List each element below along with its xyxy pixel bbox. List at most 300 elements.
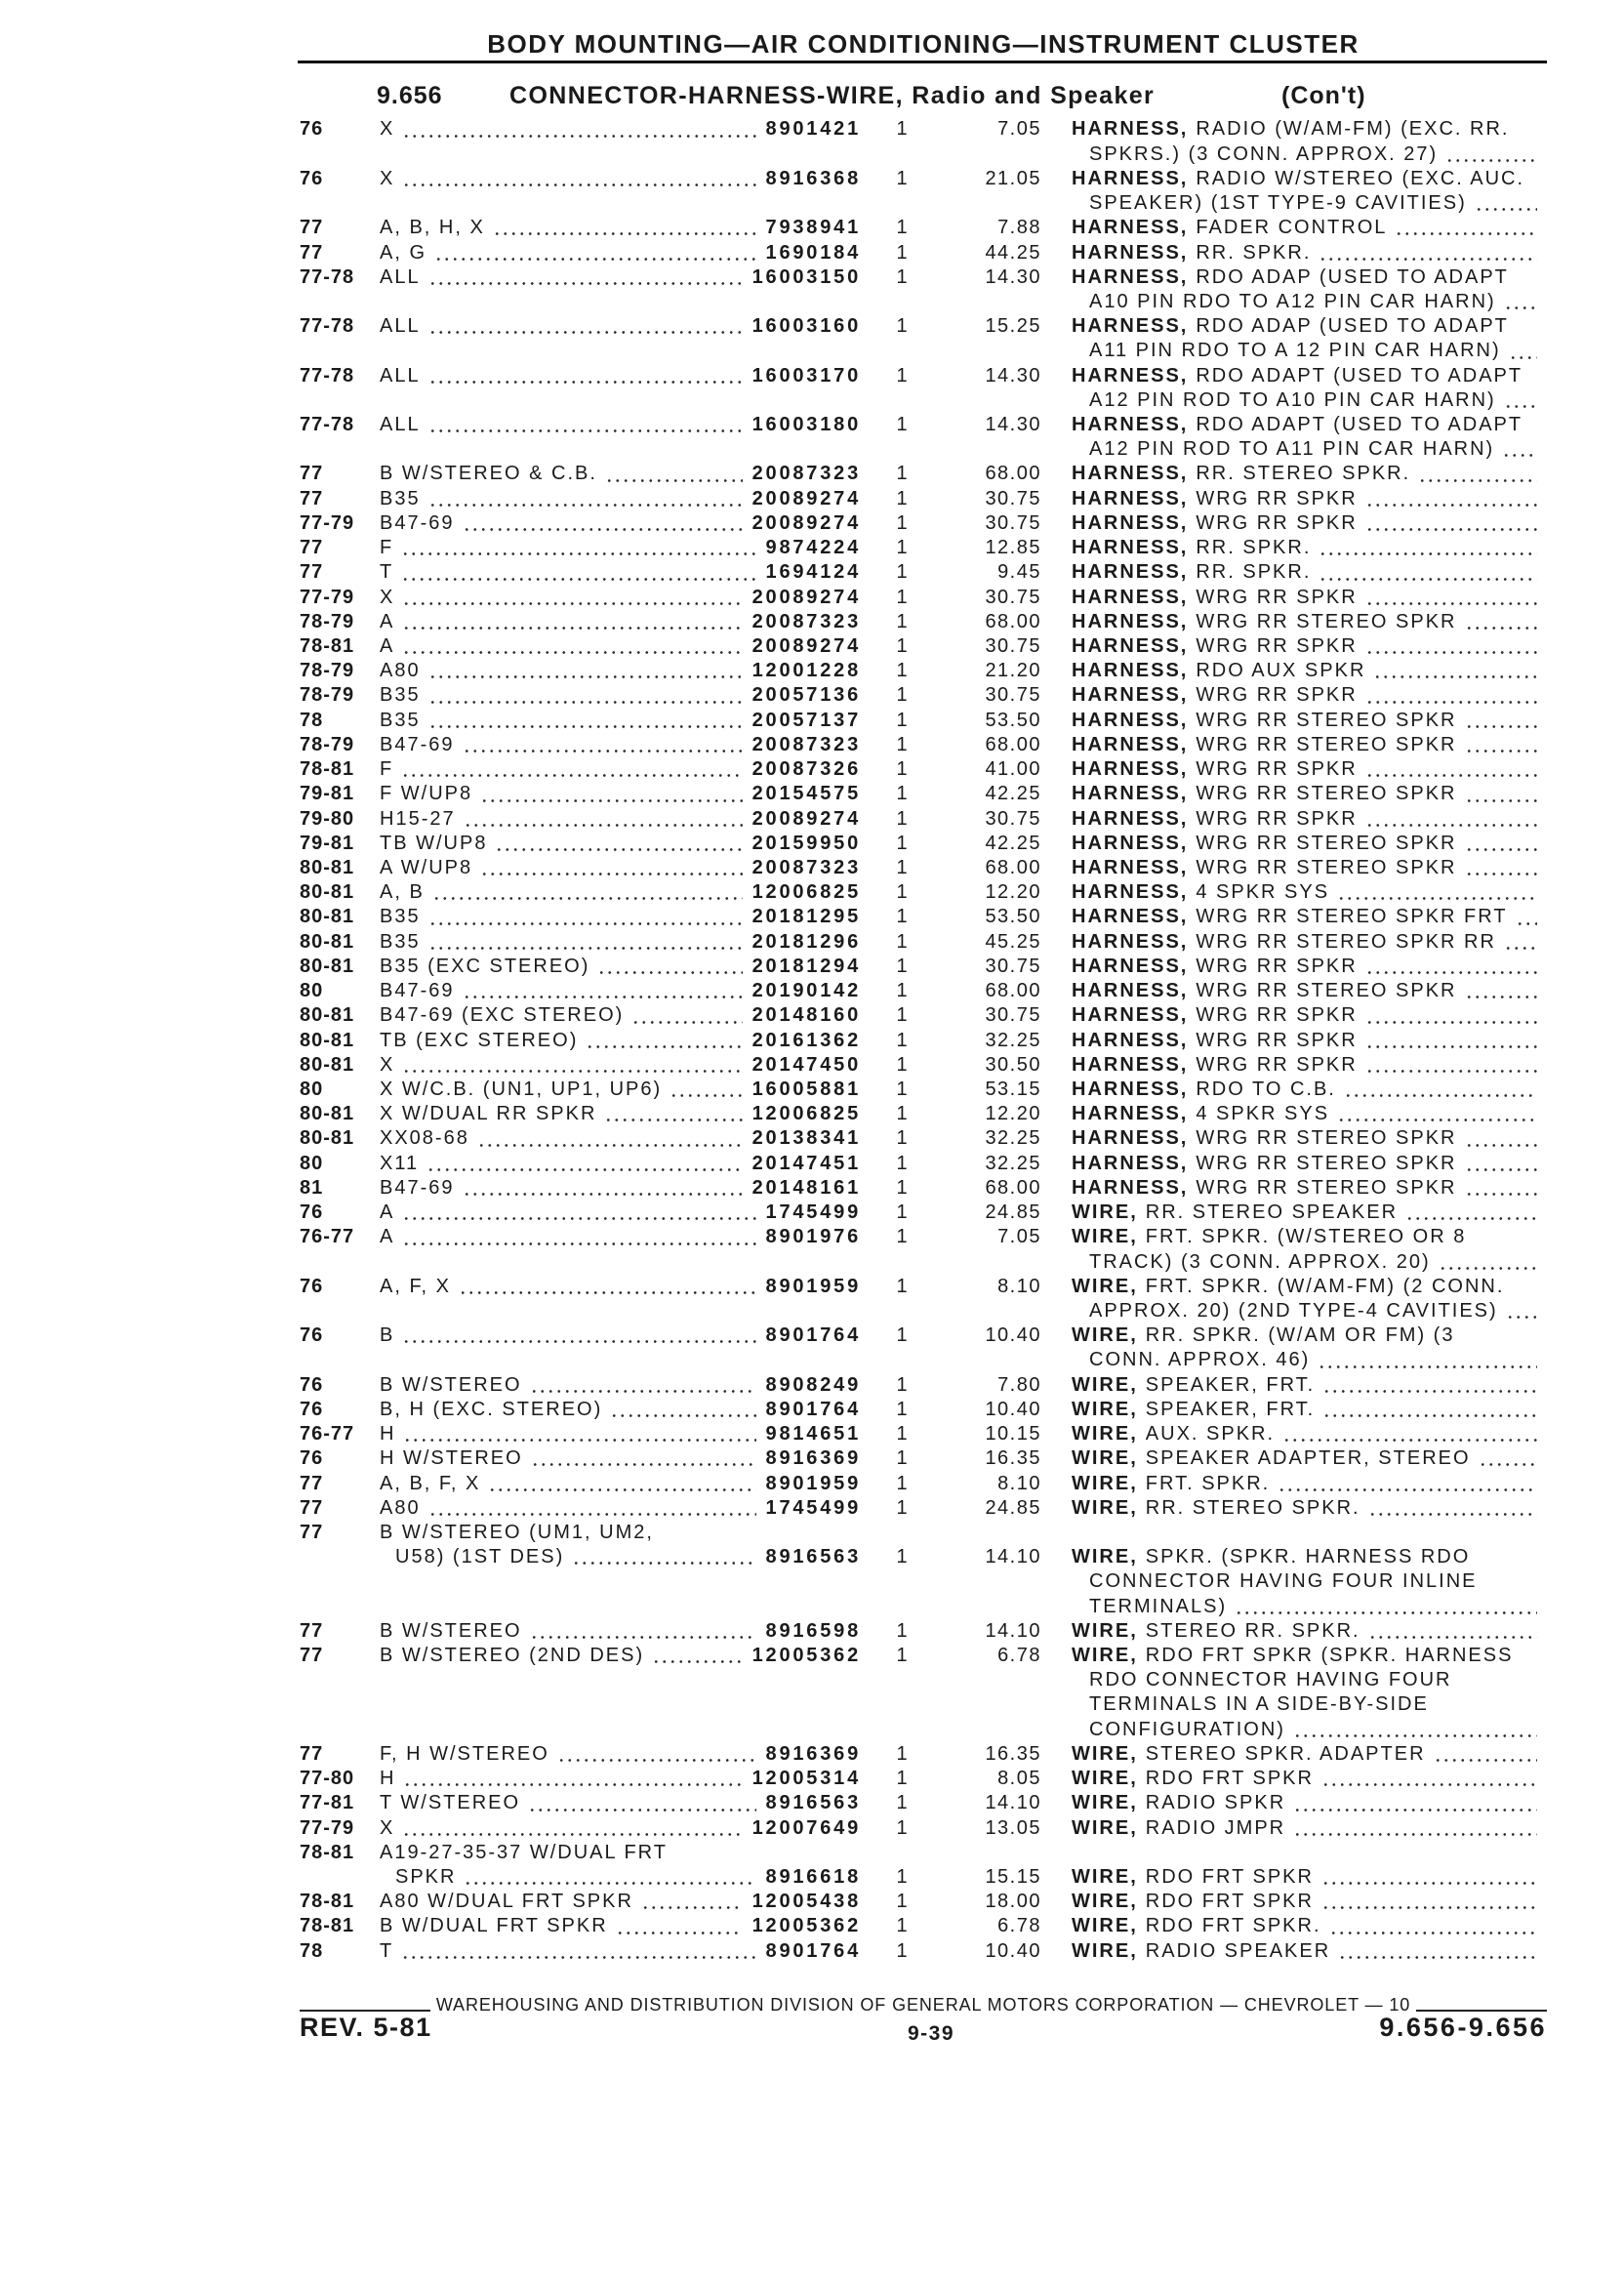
row-desc-head: HARNESS, xyxy=(1072,906,1189,928)
row-desc-text: TRACK) (3 CONN. APPROX. 20) xyxy=(1089,1250,1431,1273)
row-description xyxy=(1072,1545,1547,1619)
row-desc-line xyxy=(1072,1053,1547,1078)
dot-leader xyxy=(426,1168,743,1171)
dot-leader xyxy=(1465,627,1538,630)
row-desc-text: STEREO SPKR. ADAPTER xyxy=(1145,1742,1426,1765)
parts-row xyxy=(0,930,1624,955)
row-model-line xyxy=(380,1078,861,1102)
row-desc-line xyxy=(1072,709,1547,733)
row-qty: 1 xyxy=(896,1004,908,1027)
row-desc-text: AUX. SPKR. xyxy=(1145,1423,1276,1445)
row-part-number: 20154575 xyxy=(751,783,861,805)
row-part-number: 20089274 xyxy=(751,487,861,509)
row-desc-text: WRG RR SPKR xyxy=(1196,955,1358,977)
row-year: 80 xyxy=(300,980,324,1002)
row-desc-text: SPEAKER, FRT. xyxy=(1145,1373,1316,1396)
row-model-column xyxy=(380,265,861,290)
row-model-column xyxy=(380,413,861,437)
row-part-number: 20057137 xyxy=(751,709,861,731)
row-desc-line xyxy=(1072,586,1547,610)
row-price: 6.78 xyxy=(997,1645,1041,1667)
parts-row xyxy=(0,1644,1624,1742)
row-desc-head: WIRE, xyxy=(1072,1496,1138,1519)
row-model: B W/DUAL FRT SPKR xyxy=(380,1915,608,1937)
row-desc-line xyxy=(1072,167,1547,191)
dot-leader xyxy=(1373,675,1537,678)
row-model-column xyxy=(380,1914,861,1938)
row-desc-line xyxy=(1072,117,1547,142)
dot-leader xyxy=(402,135,755,138)
row-desc-head: WIRE, xyxy=(1072,1939,1138,1962)
row-part-number: 16003150 xyxy=(751,265,861,288)
row-model-line xyxy=(380,1619,861,1644)
row-qty: 1 xyxy=(896,980,908,1002)
parts-row xyxy=(0,782,1624,806)
row-desc-line xyxy=(1072,1742,1547,1767)
dot-leader xyxy=(434,258,756,261)
row-qty: 1 xyxy=(896,1816,908,1839)
dot-leader xyxy=(428,701,743,704)
dot-leader xyxy=(463,528,743,531)
row-description xyxy=(1072,1225,1547,1274)
dot-leader xyxy=(604,1119,742,1121)
row-price: 12.85 xyxy=(985,537,1041,559)
row-year: 76 xyxy=(300,1324,324,1347)
row-model: X xyxy=(380,1053,395,1076)
parts-row xyxy=(0,832,1624,856)
parts-row xyxy=(0,1029,1624,1053)
row-price: 30.75 xyxy=(985,955,1041,977)
dot-leader xyxy=(605,479,743,482)
row-description xyxy=(1072,1275,1547,1323)
row-price: 16.35 xyxy=(985,1447,1041,1470)
row-model: A, B, F, X xyxy=(380,1472,481,1494)
row-part-number: 8916368 xyxy=(765,167,861,189)
row-part-number: 1745499 xyxy=(765,1496,861,1519)
dot-leader xyxy=(402,1833,742,1836)
row-desc-line xyxy=(1072,757,1547,782)
row-model-line xyxy=(380,364,861,388)
row-year: 79-81 xyxy=(300,832,355,854)
row-model-line xyxy=(380,117,861,142)
dot-leader xyxy=(1321,1906,1537,1909)
row-desc-head: HARNESS, xyxy=(1072,586,1189,608)
parts-row xyxy=(0,314,1624,363)
dot-leader xyxy=(586,1045,742,1048)
row-qty: 1 xyxy=(896,1226,908,1248)
dot-leader xyxy=(610,1414,755,1417)
row-model: F, H W/STEREO xyxy=(380,1742,549,1765)
row-price: 24.85 xyxy=(985,1496,1041,1519)
row-part-number: 8901959 xyxy=(765,1275,861,1297)
dot-leader xyxy=(428,381,743,384)
row-model-column xyxy=(380,1939,861,1964)
row-part-number: 8901764 xyxy=(765,1324,861,1347)
dot-leader xyxy=(402,627,742,630)
row-price: 53.50 xyxy=(985,906,1041,928)
row-desc-text: RDO ADAPT (USED TO ADAPT xyxy=(1196,414,1523,436)
row-model-column xyxy=(380,1446,861,1471)
row-model-column xyxy=(380,1619,861,1644)
row-desc-head: HARNESS, xyxy=(1072,561,1189,584)
row-model-line xyxy=(380,856,861,880)
row-model: X W/DUAL RR SPKR xyxy=(380,1103,597,1125)
row-year: 76-77 xyxy=(300,1226,355,1248)
row-qty: 1 xyxy=(896,635,908,658)
row-price: 42.25 xyxy=(985,832,1041,854)
row-desc-head: HARNESS, xyxy=(1072,414,1189,436)
dot-leader xyxy=(1365,528,1537,531)
row-price: 14.10 xyxy=(985,1619,1041,1642)
row-description xyxy=(1072,1373,1547,1398)
row-desc-line xyxy=(1072,659,1547,683)
row-desc-line xyxy=(1072,610,1547,634)
row-price: 7.88 xyxy=(997,217,1041,239)
row-model-line xyxy=(380,1029,861,1053)
row-model-line xyxy=(380,1422,861,1446)
dot-leader xyxy=(530,1636,756,1639)
row-desc-head: HARNESS, xyxy=(1072,1152,1189,1174)
row-model-line xyxy=(380,1152,861,1176)
row-model-line xyxy=(380,487,861,511)
row-model: B35 (EXC STEREO) xyxy=(380,955,590,977)
dot-leader xyxy=(1418,479,1537,482)
dot-leader xyxy=(1344,1094,1537,1097)
row-desc-line xyxy=(1072,191,1547,216)
row-desc-line xyxy=(1072,1102,1547,1126)
row-description xyxy=(1072,1742,1547,1767)
row-year: 77 xyxy=(300,1619,324,1642)
row-desc-text: TERMINALS) xyxy=(1089,1595,1228,1617)
row-model-line xyxy=(380,1496,861,1521)
row-desc-head: HARNESS, xyxy=(1072,167,1189,189)
row-desc-line xyxy=(1072,955,1547,979)
dot-leader xyxy=(1365,651,1537,654)
row-desc-line xyxy=(1072,1201,1547,1225)
dot-leader xyxy=(402,183,755,186)
dot-leader xyxy=(463,1193,743,1196)
row-model-line xyxy=(380,1201,861,1225)
row-desc-line xyxy=(1072,1545,1547,1569)
row-qty: 1 xyxy=(896,1546,908,1568)
dot-leader xyxy=(1439,1267,1537,1270)
row-model-line xyxy=(380,757,861,782)
row-qty: 1 xyxy=(896,1324,908,1347)
row-model: XX08-68 xyxy=(380,1127,469,1150)
dot-leader xyxy=(1465,725,1538,728)
row-part-number: 8901959 xyxy=(765,1472,861,1494)
row-desc-head: WIRE, xyxy=(1072,1816,1138,1839)
dot-leader xyxy=(428,947,743,950)
row-desc-line xyxy=(1072,437,1547,462)
row-price: 68.00 xyxy=(985,857,1041,878)
row-price: 14.10 xyxy=(985,1792,1041,1814)
row-desc-text: RDO CONNECTOR HAVING FOUR xyxy=(1089,1669,1452,1691)
parts-row xyxy=(0,1176,1624,1201)
revision-label: REV. 5-81 xyxy=(300,2013,432,2042)
parts-row xyxy=(0,807,1624,832)
row-desc-line xyxy=(1072,1668,1547,1692)
row-desc-text: RR. SPKR. (W/AM OR FM) (3 xyxy=(1145,1324,1455,1347)
row-qty: 1 xyxy=(896,930,908,953)
row-qty: 1 xyxy=(896,463,908,485)
row-price: 32.25 xyxy=(985,1029,1041,1051)
row-year: 76 xyxy=(300,1373,324,1396)
row-desc-line xyxy=(1072,1692,1547,1717)
row-desc-head: HARNESS, xyxy=(1072,265,1189,288)
row-model: A, G xyxy=(380,241,427,264)
dot-leader xyxy=(1504,947,1537,950)
row-desc-head: HARNESS, xyxy=(1072,709,1189,731)
row-desc-text: RDO ADAP (USED TO ADAPT xyxy=(1196,315,1509,338)
row-desc-head: WIRE, xyxy=(1072,1201,1138,1224)
row-model-line xyxy=(380,413,861,437)
row-description xyxy=(1072,216,1547,240)
dot-leader xyxy=(1365,602,1537,605)
row-part-number: 12001228 xyxy=(751,660,861,682)
row-desc-line xyxy=(1072,1569,1547,1594)
row-year: 77 xyxy=(300,463,324,485)
row-model: H xyxy=(380,1423,396,1445)
row-qty: 1 xyxy=(896,586,908,608)
parts-row xyxy=(0,1914,1624,1938)
row-model-column xyxy=(380,462,861,486)
row-model-column xyxy=(380,1496,861,1521)
parts-row xyxy=(0,1275,1624,1323)
row-description xyxy=(1072,905,1547,929)
dot-leader xyxy=(652,1660,742,1663)
row-desc-head: WIRE, xyxy=(1072,1546,1138,1568)
row-desc-head: HARNESS, xyxy=(1072,1078,1189,1100)
row-model-column xyxy=(380,1890,861,1914)
row-desc-line xyxy=(1072,1078,1547,1102)
row-qty: 1 xyxy=(896,241,908,264)
row-desc-line xyxy=(1072,1472,1547,1496)
row-desc-text: RDO FRT SPKR (SPKR. HARNESS xyxy=(1145,1645,1514,1667)
row-model-column xyxy=(380,1003,861,1028)
row-model: ALL xyxy=(380,414,421,436)
row-description xyxy=(1072,832,1547,856)
row-desc-line xyxy=(1072,1323,1547,1348)
row-part-number: 20148161 xyxy=(751,1176,861,1199)
row-part-number: 12005438 xyxy=(751,1891,861,1913)
row-desc-line xyxy=(1072,1816,1547,1841)
row-qty: 1 xyxy=(896,1915,908,1937)
row-price: 42.25 xyxy=(985,783,1041,805)
row-desc-head: HARNESS, xyxy=(1072,684,1189,707)
dot-leader xyxy=(641,1906,743,1909)
row-desc-text: WRG RR SPKR xyxy=(1196,684,1358,707)
row-desc-line xyxy=(1072,1595,1547,1619)
dot-leader xyxy=(1465,1168,1538,1171)
row-model-line xyxy=(380,1890,861,1914)
row-part-number: 20147451 xyxy=(751,1152,861,1174)
row-year: 78-81 xyxy=(300,635,355,658)
dot-leader xyxy=(1293,1809,1537,1812)
row-description xyxy=(1072,610,1547,634)
row-model: A xyxy=(380,610,395,632)
row-model-line xyxy=(380,1472,861,1496)
row-year: 80-81 xyxy=(300,906,355,928)
row-model: A, B, H, X xyxy=(380,217,485,239)
row-model-line xyxy=(380,1521,861,1545)
row-desc-text: WRG RR SPKR xyxy=(1196,635,1358,658)
dot-leader xyxy=(1465,750,1538,753)
row-price: 30.75 xyxy=(985,1004,1041,1027)
row-desc-line xyxy=(1072,364,1547,388)
row-desc-line xyxy=(1072,1422,1547,1446)
dot-leader xyxy=(1365,824,1537,827)
row-year: 78-79 xyxy=(300,733,355,755)
row-desc-head: HARNESS, xyxy=(1072,241,1189,264)
row-part-number: 8908249 xyxy=(765,1373,861,1396)
row-description xyxy=(1072,1914,1547,1938)
dot-leader xyxy=(403,1783,742,1786)
row-model-column xyxy=(380,1275,861,1299)
dot-leader xyxy=(477,1144,743,1147)
row-model-column xyxy=(380,511,861,536)
dot-leader xyxy=(1475,208,1537,211)
row-model: SPKR xyxy=(395,1866,457,1889)
parts-row xyxy=(0,241,1624,265)
row-qty: 1 xyxy=(896,906,908,928)
row-desc-head: HARNESS, xyxy=(1072,1004,1189,1027)
row-part-number: 20159950 xyxy=(751,832,861,854)
row-part-number: 12005362 xyxy=(751,1915,861,1937)
row-year: 80-81 xyxy=(300,881,355,904)
row-desc-head: WIRE, xyxy=(1072,1891,1138,1913)
row-description xyxy=(1072,1003,1547,1028)
row-description xyxy=(1072,511,1547,536)
row-model-line xyxy=(380,880,861,905)
row-model-line xyxy=(380,1275,861,1299)
row-part-number: 20057136 xyxy=(751,684,861,707)
dot-leader xyxy=(1465,848,1538,851)
row-price: 10.15 xyxy=(985,1423,1041,1445)
row-description xyxy=(1072,634,1547,659)
dot-leader xyxy=(1321,1882,1537,1885)
row-description xyxy=(1072,955,1547,979)
dot-leader xyxy=(1465,996,1538,998)
row-price: 68.00 xyxy=(985,1176,1041,1199)
row-description xyxy=(1072,1078,1547,1102)
row-desc-line xyxy=(1072,1939,1547,1964)
row-model-column xyxy=(380,1078,861,1102)
parts-row xyxy=(0,1398,1624,1422)
dot-leader xyxy=(401,774,742,777)
row-qty: 1 xyxy=(896,265,908,288)
row-qty: 1 xyxy=(896,733,908,755)
dot-leader xyxy=(1365,971,1537,974)
row-desc-head: HARNESS, xyxy=(1072,857,1189,878)
row-qty: 1 xyxy=(896,414,908,436)
parts-row xyxy=(0,1521,1624,1619)
parts-row xyxy=(0,462,1624,486)
row-desc-text: WRG RR SPKR xyxy=(1196,807,1358,830)
row-description xyxy=(1072,241,1547,265)
dot-leader xyxy=(463,996,743,998)
row-model-line xyxy=(380,709,861,733)
row-model: TB W/UP8 xyxy=(380,832,488,854)
row-desc-head: HARNESS, xyxy=(1072,1103,1189,1125)
row-model-line xyxy=(380,979,861,1003)
parts-row xyxy=(0,979,1624,1003)
row-model: H W/STEREO xyxy=(380,1447,523,1470)
dot-leader xyxy=(463,750,743,753)
row-model-line xyxy=(380,1398,861,1422)
row-model: X xyxy=(380,118,395,141)
row-desc-head: HARNESS, xyxy=(1072,315,1189,338)
parts-row xyxy=(0,1152,1624,1176)
row-price: 8.10 xyxy=(997,1472,1041,1494)
row-model: T W/STEREO xyxy=(380,1792,521,1814)
parts-row xyxy=(0,1841,1624,1890)
row-model: F W/UP8 xyxy=(380,783,473,805)
row-description xyxy=(1072,1398,1547,1422)
row-year: 77-79 xyxy=(300,511,355,534)
dot-leader xyxy=(531,1463,756,1466)
row-desc-head: WIRE, xyxy=(1072,1373,1138,1396)
row-model-column xyxy=(380,733,861,757)
row-desc-text: FADER CONTROL xyxy=(1196,217,1388,239)
parts-row xyxy=(0,1791,1624,1815)
row-desc-text: WRG RR STEREO SPKR xyxy=(1196,783,1457,805)
row-price: 32.25 xyxy=(985,1127,1041,1150)
row-model-column xyxy=(380,560,861,585)
dot-leader xyxy=(1319,552,1537,555)
row-desc-line xyxy=(1072,1767,1547,1791)
dot-leader xyxy=(1504,405,1537,408)
row-model-column xyxy=(380,117,861,142)
dot-leader xyxy=(428,922,743,925)
row-desc-text: WRG RR STEREO SPKR xyxy=(1196,980,1457,1002)
row-description xyxy=(1072,536,1547,560)
row-part-number: 20148160 xyxy=(751,1004,861,1027)
row-qty: 1 xyxy=(896,1939,908,1962)
parts-row xyxy=(0,560,1624,585)
row-qty: 1 xyxy=(896,1645,908,1667)
row-price: 10.40 xyxy=(985,1324,1041,1347)
row-year: 77-78 xyxy=(300,265,355,288)
row-model-line xyxy=(380,1816,861,1841)
row-desc-line xyxy=(1072,339,1547,363)
row-model-line xyxy=(380,1644,861,1668)
row-year: 77 xyxy=(300,1496,324,1519)
row-desc-line xyxy=(1072,1644,1547,1668)
row-price: 68.00 xyxy=(985,610,1041,632)
row-model-line xyxy=(380,683,861,708)
dot-leader xyxy=(1405,1217,1537,1220)
row-model-line xyxy=(380,1742,861,1767)
row-description xyxy=(1072,364,1547,413)
dot-leader xyxy=(670,1094,742,1097)
row-desc-text: WRG RR STEREO SPKR xyxy=(1196,709,1457,731)
parts-row xyxy=(0,1373,1624,1398)
dot-leader xyxy=(1365,774,1537,777)
row-part-number: 8916369 xyxy=(765,1742,861,1765)
row-qty: 1 xyxy=(896,1768,908,1790)
row-model: X W/C.B. (UN1, UP1, UP6) xyxy=(380,1078,663,1100)
row-model-line xyxy=(380,511,861,536)
dot-leader xyxy=(403,1439,755,1442)
row-desc-text: RADIO SPEAKER xyxy=(1145,1939,1331,1962)
row-description xyxy=(1072,1890,1547,1914)
row-desc-head: WIRE, xyxy=(1072,1866,1138,1889)
dot-leader xyxy=(1321,1783,1537,1786)
dot-leader xyxy=(428,282,743,285)
row-desc-line xyxy=(1072,290,1547,314)
row-part-number: 8916618 xyxy=(765,1866,861,1889)
